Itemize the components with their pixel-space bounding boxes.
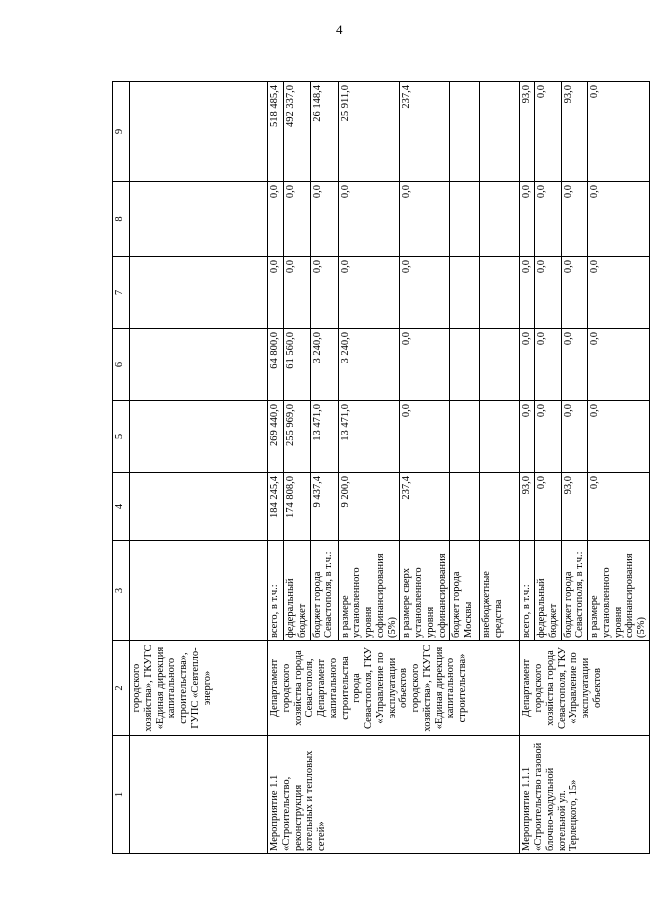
value-cell: 0,0 <box>535 329 562 401</box>
empty-cell <box>130 329 268 401</box>
value-cell: 3 240,0 <box>310 329 338 401</box>
empty-cell <box>130 82 268 182</box>
value-cell: 0,0 <box>338 182 400 257</box>
continued-name-cell <box>130 736 268 854</box>
value-cell: 0,0 <box>561 182 588 257</box>
measure-name-cell: Мероприятие 1.1 «Строительство, реконструкция котельных и тепловых сетей» <box>268 736 520 854</box>
source-cell: бюджет города Москвы <box>450 541 480 641</box>
header-cell: 5 <box>113 401 130 473</box>
value-cell: 0,0 <box>535 257 562 329</box>
value-cell: 0,0 <box>310 257 338 329</box>
value-cell: 0,0 <box>284 257 311 329</box>
value-cell: 0,0 <box>400 329 450 401</box>
value-cell: 93,0 <box>520 82 535 182</box>
value-cell: 0,0 <box>588 82 650 182</box>
value-cell: 0,0 <box>268 257 284 329</box>
value-cell <box>480 401 520 473</box>
value-cell: 0,0 <box>400 182 450 257</box>
empty-cell <box>130 541 268 641</box>
header-cell: 9 <box>113 82 130 182</box>
value-cell: 61 560,0 <box>284 329 311 401</box>
empty-cell <box>130 473 268 541</box>
header-cell: 6 <box>113 329 130 401</box>
value-cell <box>450 257 480 329</box>
value-cell: 0,0 <box>561 401 588 473</box>
value-cell: 184 245,4 <box>268 473 284 541</box>
source-cell: в размере установленного уровня софинансирования (5%) <box>588 541 650 641</box>
source-cell: федеральный бюджет <box>284 541 311 641</box>
value-cell: 0,0 <box>535 82 562 182</box>
empty-cell <box>130 182 268 257</box>
value-cell: 93,0 <box>520 473 535 541</box>
value-cell: 0,0 <box>520 257 535 329</box>
source-cell: всего, в т.ч.: <box>520 541 535 641</box>
value-cell: 0,0 <box>520 401 535 473</box>
value-cell <box>480 182 520 257</box>
value-cell <box>480 82 520 182</box>
value-cell: 0,0 <box>561 257 588 329</box>
value-cell: 0,0 <box>588 182 650 257</box>
source-cell: в размере сверх установленного уровня софинансирования <box>400 541 450 641</box>
source-cell: федеральный бюджет <box>535 541 562 641</box>
source-cell: бюджет города Севастополя, в т.ч.: <box>561 541 588 641</box>
value-cell: 0,0 <box>520 182 535 257</box>
rotated-table-container <box>112 82 647 854</box>
value-cell <box>450 473 480 541</box>
value-cell: 93,0 <box>561 82 588 182</box>
source-cell: всего, в т.ч.: <box>268 541 284 641</box>
value-cell: 492 337,0 <box>284 82 311 182</box>
table-row <box>520 82 535 854</box>
source-cell: в размере установленного уровня софинансирования (5%) <box>338 541 400 641</box>
value-cell: 0,0 <box>338 257 400 329</box>
value-cell: 0,0 <box>588 329 650 401</box>
value-cell: 237,4 <box>400 473 450 541</box>
value-cell: 0,0 <box>400 401 450 473</box>
header-cell: 1 <box>113 736 130 854</box>
value-cell: 0,0 <box>588 473 650 541</box>
page-number: 4 <box>336 22 343 37</box>
funding-table <box>112 81 650 854</box>
measure-executor-cell: Департамент городского хозяйства города Севастополя, Департамент капитального строительства города Севастополя, ГКУ «Управление по эксплуатации объектов городского хозяйства», ГКУГС «Единая дирекция капитального строительства» <box>268 641 520 736</box>
value-cell <box>450 82 480 182</box>
table-row <box>268 82 284 854</box>
value-cell: 0,0 <box>268 182 284 257</box>
value-cell <box>480 329 520 401</box>
value-cell: 93,0 <box>561 473 588 541</box>
measure-name-cell: Мероприятие 1.1.1 «Строительство газовой блочно-модульной котельной ул. Терлецкого, 15» <box>520 736 650 854</box>
empty-cell <box>130 257 268 329</box>
value-cell: 26 148,4 <box>310 82 338 182</box>
value-cell <box>480 473 520 541</box>
value-cell: 9 437,4 <box>310 473 338 541</box>
value-cell: 255 969,0 <box>284 401 311 473</box>
value-cell: 13 471,0 <box>338 401 400 473</box>
value-cell: 0,0 <box>400 257 450 329</box>
source-cell: бюджет города Севастополя, в т.ч.: <box>310 541 338 641</box>
header-cell: 8 <box>113 182 130 257</box>
value-cell <box>480 257 520 329</box>
value-cell: 518 485,4 <box>268 82 284 182</box>
value-cell: 3 240,0 <box>338 329 400 401</box>
empty-cell <box>130 401 268 473</box>
measure-executor-cell: Департамент городского хозяйства города Севастополя, ГКУ «Управление по эксплуатации объектов <box>520 641 650 736</box>
source-cell: внебюджетные средства <box>480 541 520 641</box>
header-cell: 7 <box>113 257 130 329</box>
value-cell: 0,0 <box>310 182 338 257</box>
value-cell: 13 471,0 <box>310 401 338 473</box>
value-cell: 25 911,0 <box>338 82 400 182</box>
header-cell: 2 <box>113 641 130 736</box>
value-cell: 0,0 <box>561 329 588 401</box>
header-row <box>113 82 130 854</box>
value-cell: 0,0 <box>535 473 562 541</box>
value-cell: 269 440,0 <box>268 401 284 473</box>
value-cell: 64 800,0 <box>268 329 284 401</box>
value-cell <box>450 401 480 473</box>
value-cell: 0,0 <box>588 401 650 473</box>
value-cell: 0,0 <box>535 182 562 257</box>
value-cell: 174 808,0 <box>284 473 311 541</box>
value-cell <box>450 329 480 401</box>
continued-executor-cell: городского хозяйства», ГКУГС «Единая дирекция капитального строительства», ГУПС «Севтепло-энерго» <box>130 641 268 736</box>
table-row <box>130 82 268 854</box>
value-cell: 0,0 <box>284 182 311 257</box>
value-cell: 9 200,0 <box>338 473 400 541</box>
value-cell: 0,0 <box>520 329 535 401</box>
header-cell: 3 <box>113 541 130 641</box>
value-cell <box>450 182 480 257</box>
value-cell: 0,0 <box>535 401 562 473</box>
value-cell: 0,0 <box>588 257 650 329</box>
value-cell: 237,4 <box>400 82 450 182</box>
header-cell: 4 <box>113 473 130 541</box>
